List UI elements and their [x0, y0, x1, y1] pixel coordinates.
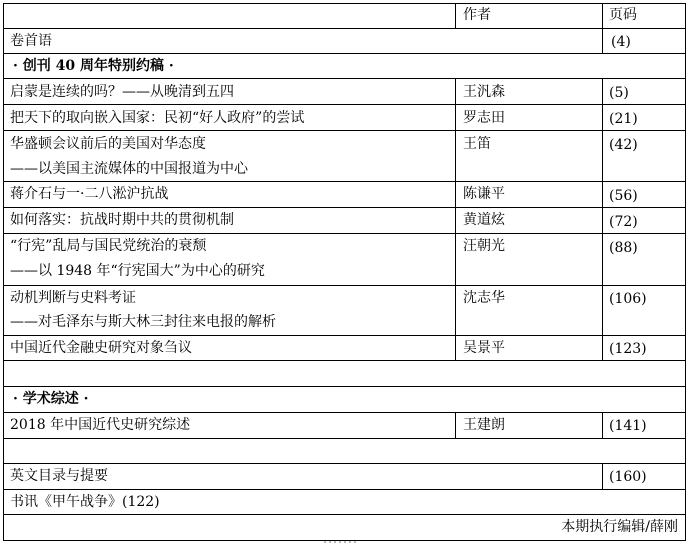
intro-page: (4): [611, 34, 631, 50]
book-news: 书讯《甲午战争》(122): [10, 494, 160, 510]
article-page: (88): [609, 240, 638, 256]
article-page: (56): [609, 188, 638, 204]
article-title: 启蒙是连续的吗？——从晚清到五四: [10, 84, 234, 100]
article-author: 王建朗: [463, 417, 505, 433]
english-contents-title: 英文目录与提要: [10, 468, 108, 484]
rule: [685, 3, 686, 541]
rule: [3, 438, 686, 439]
article-author: 王笛: [463, 136, 491, 152]
rule: [3, 207, 686, 208]
article-title: 把天下的取向嵌入国家：民初“好人政府”的尝试: [10, 110, 305, 126]
article-title: 蒋介石与一·二八淞沪抗战: [10, 186, 169, 202]
article-page: (72): [609, 214, 638, 230]
rule: [3, 3, 686, 4]
article-page: (42): [609, 137, 638, 153]
page-column-header: 页码: [609, 7, 637, 23]
section-heading-review: · 学术综述 ·: [13, 391, 89, 407]
section-heading-special: · 创刊 40 周年特别约稿 ·: [13, 58, 174, 74]
table-of-contents: [3, 3, 686, 541]
rule: [3, 514, 686, 515]
article-title: 中国近代金融史研究对象刍议: [10, 340, 192, 356]
article-title: 动机判断与史料考证: [10, 290, 136, 306]
rule: [3, 104, 686, 105]
article-page: (141): [609, 418, 647, 434]
article-author: 王汎森: [463, 84, 505, 100]
article-title: 华盛顿会议前后的美国对华态度: [10, 136, 206, 152]
article-subtitle: ——以美国主流媒体的中国报道为中心: [10, 161, 248, 177]
rule: [602, 78, 603, 361]
rule: [3, 463, 686, 464]
rule: [455, 78, 456, 361]
english-contents-page: (160): [609, 469, 647, 485]
article-author: 黄道炫: [463, 212, 505, 228]
rule: [3, 412, 686, 413]
rule: [3, 28, 686, 29]
rule: [3, 233, 686, 234]
rule: [3, 285, 686, 286]
article-title: 2018 年中国近代史研究综述: [10, 417, 191, 433]
article-page: (106): [609, 291, 647, 307]
article-author: 吴景平: [463, 340, 505, 356]
article-author: 罗志田: [463, 110, 505, 126]
article-page: (5): [609, 85, 629, 101]
rule: [602, 463, 603, 490]
article-author: 陈谦平: [463, 186, 505, 202]
rule: [3, 386, 686, 387]
article-page: (21): [609, 111, 638, 127]
rule: [3, 360, 686, 361]
article-title: “行宪”乱局与国民党统治的衰颓: [10, 238, 207, 254]
rule: [455, 3, 456, 29]
article-title: 如何落实：抗战时期中共的贯彻机制: [10, 212, 234, 228]
rule: [455, 412, 456, 439]
executive-editor: 本期执行编辑/薛刚: [561, 519, 678, 535]
rule: [3, 53, 686, 54]
article-author: 汪朝光: [463, 238, 505, 254]
rule: [3, 78, 686, 79]
article-subtitle: ——对毛泽东与斯大林三封往来电报的解析: [10, 314, 276, 330]
rule: [602, 3, 603, 54]
rule: [3, 181, 686, 182]
scan-artifact: [324, 541, 358, 543]
rule: [3, 489, 686, 490]
article-subtitle: ——以 1948 年“行宪国大”为中心的研究: [10, 263, 265, 279]
intro-title: 卷首语: [10, 33, 52, 49]
rule: [3, 3, 4, 541]
author-column-header: 作者: [463, 7, 491, 23]
rule: [3, 130, 686, 131]
rule: [3, 335, 686, 336]
article-author: 沈志华: [463, 290, 505, 306]
article-page: (123): [609, 341, 647, 357]
rule: [602, 412, 603, 439]
